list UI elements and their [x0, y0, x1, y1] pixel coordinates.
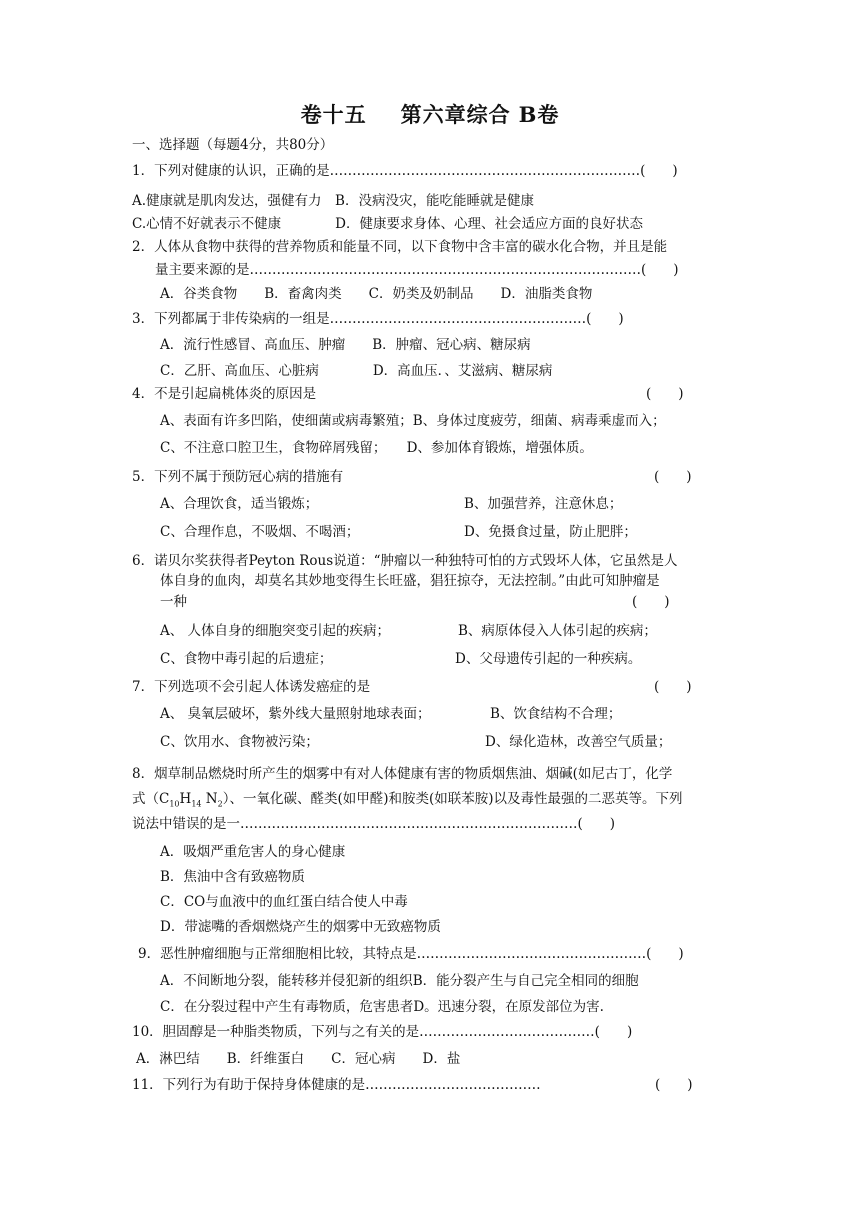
question-5-answer-paren: ( ) — [654, 469, 692, 485]
question-6-option-d: D、父母遗传引起的一种疾病。 — [455, 651, 642, 667]
question-7-option-c: C、饮用水、食物被污染； — [160, 734, 319, 750]
title-paper: B卷 — [518, 102, 560, 127]
question-6-stem-line1: 6．诺贝尔奖获得者Peyton Rous说道：“肿瘤以一种独特可怕的方式毁坏人体，它虽然是人 — [132, 553, 678, 569]
question-8-option-a: A．吸烟严重危害人的身心健康 — [160, 844, 346, 860]
question-8-option-b: B．焦油中含有致癌物质 — [160, 869, 305, 885]
question-3-options-ab: A．流行性感冒、高血压、肿瘤 B．肿瘤、冠心病、糖尿病 — [160, 337, 531, 353]
question-2-stem-line2: 量主要来源的是……………………………………………………………………………( ) — [155, 262, 679, 278]
question-4-stem: 4．不是引起扁桃体炎的原因是 — [132, 386, 317, 402]
subscript-10: 10 — [169, 799, 180, 809]
question-6-stem-line2: 体自身的血肉，却莫名其妙地变得生长旺盛，猖狂掠夺，无法控制。”由此可知肿瘤是 — [160, 573, 660, 589]
question-8-stem-line1: 8．烟草制品燃烧时所产生的烟雾中有对人体健康有害的物质烟焦油、烟碱(如尼古丁，化学 — [132, 766, 673, 782]
title-chapter: 第六章综合 — [400, 102, 511, 127]
question-8-stem-line3: 说法中错误的是一…………………………………………………………………( ) — [132, 816, 616, 832]
question-9-options-ab: A．不间断地分裂，能转移并侵犯新的组织B．能分裂产生与自己完全相同的细胞 — [160, 973, 639, 989]
question-1-options-ab: A.健康就是肌肉发达，强健有力 B．没病没灾，能吃能睡就是健康 — [132, 193, 534, 209]
question-1-options-cd: C.心情不好就表示不健康 D．健康要求身体、心理、社会适应方面的良好状态 — [132, 216, 643, 232]
question-10-options: A．淋巴结 B．纤维蛋白 C．冠心病 D．盐 — [136, 1051, 461, 1067]
question-11-answer-paren: ( ) — [655, 1077, 693, 1093]
question-5-stem: 5．下列不属于预防冠心病的措施有 — [132, 469, 344, 485]
question-9-options-cd: C．在分裂过程中产生有毒物质，危害患者D。迅速分裂，在原发部位为害. — [160, 999, 604, 1015]
question-7-option-a: A、 臭氧层破坏，紫外线大量照射地球表面； — [160, 706, 431, 722]
question-7-option-d: D、绿化造林，改善空气质量； — [485, 734, 672, 750]
question-6-option-c: C、食物中毒引起的后遗症； — [160, 651, 333, 667]
question-4-options-cd: C、不注意口腔卫生，食物碎屑残留； D、参加体育锻炼，增强体质。 — [160, 440, 593, 456]
formula-n: N — [201, 791, 218, 807]
formula-prefix: 式（C — [132, 791, 170, 807]
question-7-option-b: B、饮食结构不合理； — [490, 706, 622, 722]
subscript-2: 2 — [217, 799, 223, 809]
question-2-options: A．谷类食物 B．畜禽肉类 C．奶类及奶制品 D．油脂类食物 — [160, 286, 593, 302]
question-6-answer-paren: ( ) — [632, 594, 670, 610]
question-8-option-c: C．CO与血液中的血红蛋白结合使人中毒 — [160, 894, 408, 910]
question-9-stem: 9．恶性肿瘤细胞与正常细胞相比较，其特点是……………………………………………( ) — [138, 946, 684, 962]
question-3-stem: 3．下列都属于非传染病的一组是…………………………………………………( ) — [132, 311, 624, 327]
subscript-14: 14 — [191, 799, 202, 809]
question-5-option-a: A、合理饮食，适当锻炼； — [160, 496, 319, 512]
question-1-stem: 1．下列对健康的认识，正确的是……………………………………………………………( ) — [132, 163, 678, 179]
question-7-answer-paren: ( ) — [654, 679, 692, 695]
question-8-stem-line2-rest: ）、一氧化碳、醛类(如甲醛)和胺类(如联苯胺)以及毒性最强的二恶英等。下列 — [222, 791, 683, 807]
formula-h: H — [179, 791, 192, 807]
question-5-option-d: D、免摄食过量，防止肥胖； — [464, 524, 637, 540]
question-4-options-ab: A、表面有许多凹陷，使细菌或病毒繁殖；B、身体过度疲劳，细菌、病毒乘虚而入； — [160, 413, 666, 429]
question-8-stem-line2 — [132, 790, 683, 808]
title-volume: 卷十五 — [300, 102, 367, 127]
section-heading: 一、选择题（每题4分，共80分） — [132, 137, 334, 153]
page-title — [0, 99, 860, 129]
question-4-answer-paren: ( ) — [646, 386, 684, 402]
question-3-options-cd: C．乙肝、高血压、心脏病 D．高血压．、艾滋病、糖尿病 — [160, 363, 553, 379]
question-6-stem-line3: 一种 — [160, 594, 187, 610]
question-6-option-b: B、病原体侵入人体引起的疾病； — [458, 623, 657, 639]
question-7-stem: 7．下列选项不会引起人体诱发癌症的是 — [132, 679, 371, 695]
question-6-option-a: A、 人体自身的细胞突变引起的疾病； — [160, 623, 391, 639]
question-2-stem-line1: 2．人体从食物中获得的营养物质和能量不同，以下食物中含丰富的碳水化合物，并且是能 — [132, 239, 668, 255]
question-5-option-b: B、加强营养，注意休息； — [464, 496, 623, 512]
question-11-stem: 11．下列行为有助于保持身体健康的是………………………………… — [132, 1077, 541, 1093]
question-5-option-c: C、合理作息，不吸烟、不喝酒； — [160, 524, 360, 540]
question-10-stem: 10．胆固醇是一种脂类物质，下列与之有关的是…………………………………( ) — [132, 1024, 633, 1040]
question-8-option-d: D．带滤嘴的香烟燃烧产生的烟雾中无致癌物质 — [160, 919, 441, 935]
